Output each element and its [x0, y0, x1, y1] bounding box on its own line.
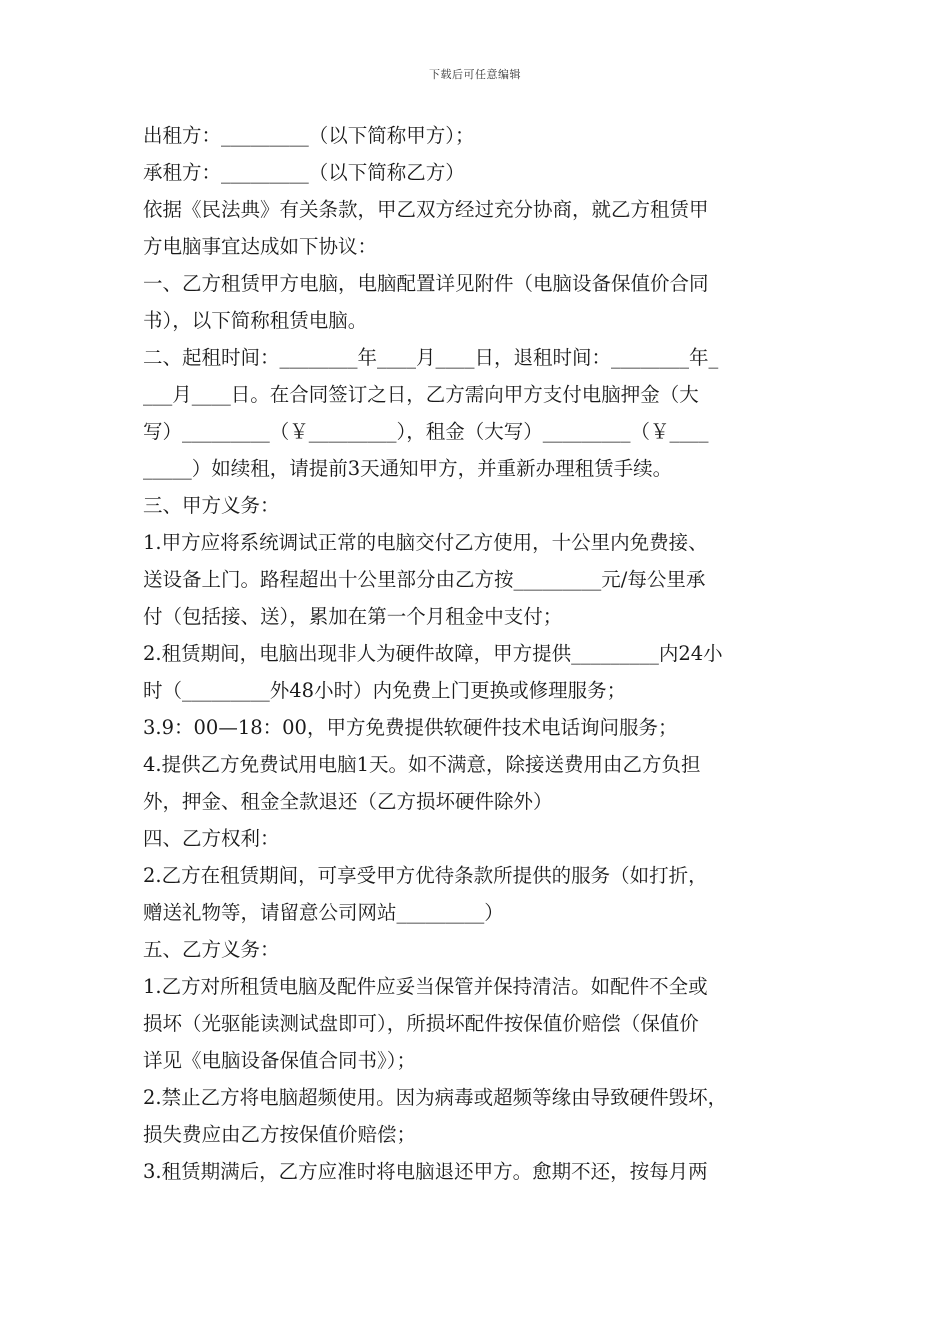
text-line: 方电脑事宜达成如下协议： — [143, 235, 378, 258]
text-line: 4.提供乙方免费试用电脑1天。如不满意，除接送费用由乙方负担 — [143, 753, 701, 776]
text-line: 详见《电脑设备保值合同书》）； — [143, 1049, 417, 1072]
text-line: 损坏（光驱能读测试盘即可），所损坏配件按保值价赔偿（保值价 — [143, 1012, 699, 1035]
text-line: 损失费应由乙方按保值价赔偿； — [143, 1123, 417, 1146]
text-line: 出租方：_________（以下简称甲方）； — [143, 124, 475, 147]
text-line: 赠送礼物等，请留意公司网站_________） — [143, 901, 504, 924]
text-line: 1.甲方应将系统调试正常的电脑交付乙方使用，十公里内免费接、 — [143, 531, 708, 554]
text-line: 送设备上门。路程超出十公里部分由乙方按_________元/每公里承 — [143, 568, 706, 591]
header-note: 下载后可任意编辑 — [429, 68, 521, 81]
text-line: 二、起租时间：________年____月____日，退租时间：________年_ — [143, 346, 719, 369]
text-line: 3.9：00—18：00，甲方免费提供软硬件技术电话询问服务； — [143, 716, 678, 739]
contract-body — [143, 117, 815, 1190]
text-line: _____）如续租，请提前3天通知甲方，并重新办理租赁手续。 — [143, 457, 673, 480]
text-line: 依据《民法典》有关条款，甲乙双方经过充分协商，就乙方租赁甲 — [143, 198, 709, 221]
text-line: 承租方：_________（以下简称乙方） — [143, 161, 465, 184]
text-line: 2.乙方在租赁期间，可享受甲方优待条款所提供的服务（如打折， — [143, 864, 708, 887]
text-line: 一、乙方租赁甲方电脑，电脑配置详见附件（电脑设备保值价合同 — [143, 272, 709, 295]
text-line: 付（包括接、送），累加在第一个月租金中支付； — [143, 605, 563, 628]
text-line: 外，押金、租金全款退还（乙方损坏硬件除外） — [143, 790, 553, 813]
text-line: 2.租赁期间，电脑出现非人为硬件故障，甲方提供_________内24小 — [143, 642, 723, 665]
text-line: ___月____日。在合同签订之日，乙方需向甲方支付电脑押金（大 — [143, 383, 699, 406]
section-heading: 三、甲方义务： — [143, 494, 280, 517]
text-line: 写）_________（￥_________），租金（大写）_________（￥____ — [143, 420, 709, 443]
text-line: 3.租赁期满后，乙方应准时将电脑退还甲方。愈期不还，按每月两 — [143, 1160, 708, 1183]
section-heading: 四、乙方权利： — [143, 827, 280, 850]
text-line: 2.禁止乙方将电脑超频使用。因为病毒或超频等缘由导致硬件毁坏， — [143, 1086, 728, 1109]
text-line: 1.乙方对所租赁电脑及配件应妥当保管并保持清洁。如配件不全或 — [143, 975, 708, 998]
text-line: 时（_________外48小时）内免费上门更换或修理服务； — [143, 679, 627, 702]
text-line: 书），以下简称租赁电脑。 — [143, 309, 368, 332]
section-heading: 五、乙方义务： — [143, 938, 280, 961]
